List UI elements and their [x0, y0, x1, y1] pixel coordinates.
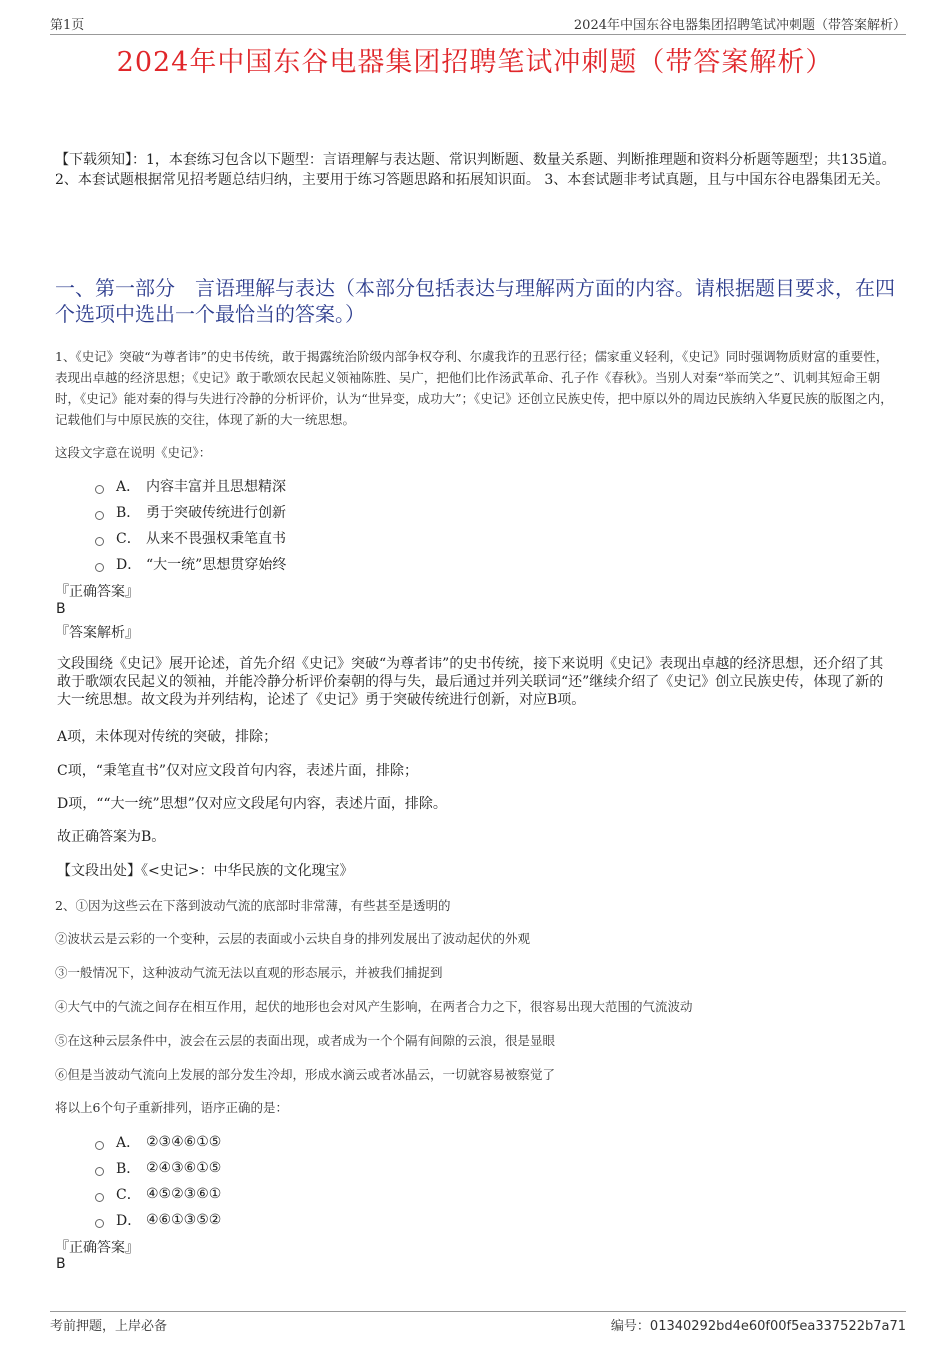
analysis-line: A项，未体现对传统的突破，排除； — [57, 729, 278, 745]
page-footer — [50, 1311, 906, 1334]
question-2-options — [95, 1129, 495, 1233]
question-2-prompt: 将以上6个句子重新排列，语序正确的是： — [55, 1100, 288, 1115]
page-number: 第1页 — [50, 18, 85, 33]
analysis-text: 文段围绕《史记》展开论述，首先介绍《史记》突破“为尊者讳”的史书传统，接下来说明《史记》表现出卓越的经济思想，还介绍了其敢于歌颂农民起义的领袖，并能冷静分析评价秦朝的得与失，最后通过并列关联词“还”继续介绍了《史记》创立民族史传，体现了新的大一统思想。故文段为并列结构，论述了《史记》勇于突破传统进行创新，对应B项。 — [57, 656, 884, 708]
analysis-line: C项，“秉笔直书”仅对应文段首句内容，表述片面，排除； — [57, 763, 419, 779]
analysis-label: 『答案解析』 — [55, 625, 139, 641]
answer-value: B — [56, 601, 66, 617]
answer-label: 『正确答案』 — [55, 584, 139, 600]
question-1-text: 1、《史记》突破“为尊者讳”的史书传统，敢于揭露统治阶级内部争权夺利、尔虞我诈的丑恶行径；儒家重义轻利，《史记》同时强调物质财富的重要性，表现出卓越的经济思想；《史记》敢于歌颂农民起义领袖陈胜、吴广，把他们比作汤武革命、孔子作《春秋》。当别人对秦“举而笑之”、讥刺其短命王朝时，《史记》能对秦的得与失进行冷静的分析评价，认为“世异变，成功大”；《史记》还创立民族史传，把中原以外的周边民族纳入华夏民族的版图之内，记载他们与中原民族的交往，体现了新的大一统思想。 — [55, 349, 893, 427]
radio-icon[interactable] — [95, 563, 104, 572]
answer-value: B — [56, 1256, 66, 1272]
download-notice: 【下载须知】：1，本套练习包含以下题型：言语理解与表达题、常识判断题、数量关系题、判断推理题和资料分析题等题型；共135道。 2、本套试题根据常见招考题总结归纳，主要用于练习答题思路和拓展知识面。 3、本套试题非考试真题，且与中国东谷电器集团无关。 — [55, 152, 896, 188]
question-2-sentence: ⑥但是当波动气流向上发展的部分发生冷却，形成水滴云或者冰晶云，一切就容易被察觉了 — [55, 1067, 556, 1082]
option-a[interactable]: A． 内容丰富并且思想精深 — [95, 473, 495, 499]
radio-icon[interactable] — [95, 1193, 104, 1202]
question-2-sentence: 2、①因为这些云在下落到波动气流的底部时非常薄，有些甚至是透明的 — [55, 898, 451, 913]
question-1-options — [95, 473, 495, 577]
radio-icon[interactable] — [95, 537, 104, 546]
footer-code: 编号：01340292bd4e60f00f5ea337522b7a71 — [610, 1319, 906, 1334]
question-1-prompt: 这段文字意在说明《史记》： — [55, 445, 212, 460]
page-title: 2024年中国东谷电器集团招聘笔试冲刺题（带答案解析） — [116, 47, 834, 78]
option-b[interactable]: B． 勇于突破传统进行创新 — [95, 499, 495, 525]
answer-label: 『正确答案』 — [55, 1240, 139, 1256]
question-2-sentence: ④大气中的气流之间存在相互作用，起伏的地形也会对风产生影响，在两者合力之下，很容易出现大范围的气流波动 — [55, 999, 693, 1014]
source-note: 【文段出处】《<史记>：中华民族的文化瑰宝》 — [57, 863, 354, 879]
radio-icon[interactable] — [95, 485, 104, 494]
analysis-line: D项，““大一统”思想”仅对应文段尾句内容，表述片面，排除。 — [57, 796, 447, 812]
radio-icon[interactable] — [95, 511, 104, 520]
analysis-line: 故正确答案为B。 — [57, 829, 166, 845]
option-d[interactable]: D． “大一统”思想贯穿始终 — [95, 551, 495, 577]
question-2-sentence: ⑤在这种云层条件中，波会在云层的表面出现，或者成为一个个隔有间隙的云浪，很是显眼 — [55, 1033, 556, 1048]
header-doc-title: 2024年中国东谷电器集团招聘笔试冲刺题（带答案解析） — [573, 18, 906, 33]
option-b[interactable]: B． ②④③⑥①⑤ — [95, 1155, 495, 1181]
question-2-sentence: ③一般情况下，这种波动气流无法以直观的形态展示，并被我们捕捉到 — [55, 965, 443, 980]
option-c[interactable]: C． ④⑤②③⑥① — [95, 1181, 495, 1207]
section-heading: 一、第一部分 言语理解与表达（本部分包括表达与理解两方面的内容。请根据题目要求，在四个选项中选出一个最恰当的答案。） — [55, 276, 895, 326]
radio-icon[interactable] — [95, 1219, 104, 1228]
radio-icon[interactable] — [95, 1167, 104, 1176]
option-a[interactable]: A． ②③④⑥①⑤ — [95, 1129, 495, 1155]
footer-slogan: 考前押题，上岸必备 — [50, 1319, 168, 1334]
option-d[interactable]: D． ④⑥①③⑤② — [95, 1207, 495, 1233]
radio-icon[interactable] — [95, 1141, 104, 1150]
option-c[interactable]: C． 从来不畏强权秉笔直书 — [95, 525, 495, 551]
page-header — [50, 14, 906, 35]
question-2-sentence: ②波状云是云彩的一个变种，云层的表面或小云块自身的排列发展出了波动起伏的外观 — [55, 931, 531, 946]
